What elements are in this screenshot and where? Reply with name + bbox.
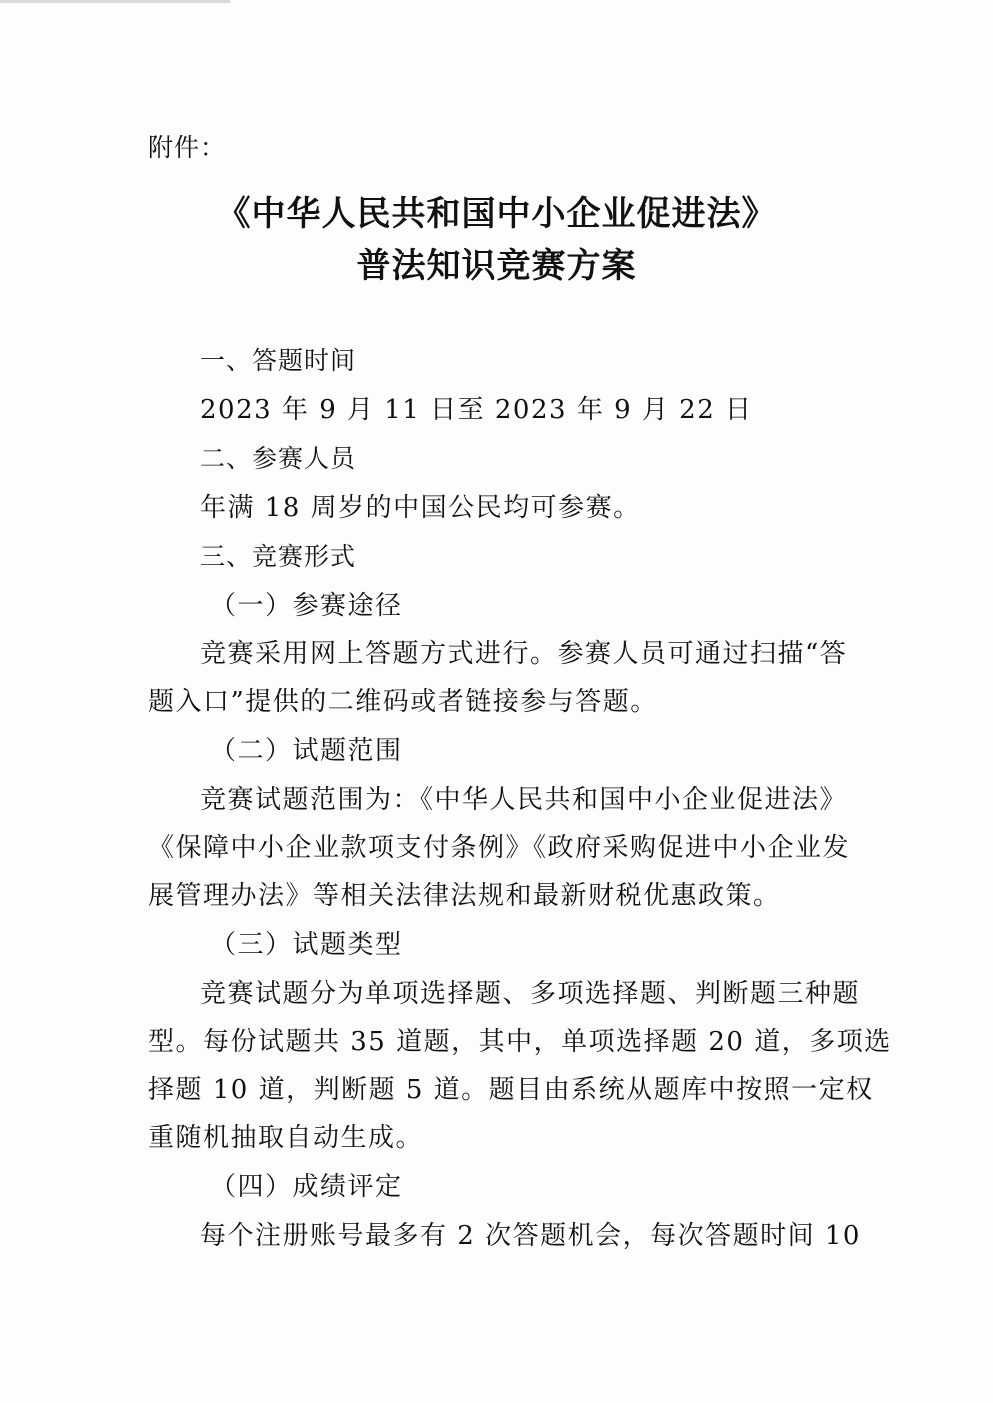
section-heading-time: 一、答题时间 [200,346,357,375]
paragraph-line: 展管理办法》等相关法律法规和最新财税优惠政策。 [148,881,781,911]
paragraph-line: 竞赛采用网上答题方式进行。参赛人员可通过扫描“答 [200,639,848,669]
document-title-line1: 《中华人民共和国中小企业促进法》 [216,194,777,234]
paragraph-line: 竞赛试题分为单项选择题、多项选择题、判断题三种题 [200,979,861,1009]
paragraph-line: 《保障中小企业款项支付条例》《政府采购促进中小企业发 [148,833,851,863]
subsection-heading-channel: （一）参赛途径 [210,591,403,621]
subsection-heading-scope: （二）试题范围 [210,736,403,766]
section-text-time: 2023 年 9 月 11 日至 2023 年 9 月 22 日 [200,395,753,425]
section-heading-format: 三、竞赛形式 [200,542,357,571]
section-text-participants: 年满 18 周岁的中国公民均可参赛。 [200,493,641,523]
section-heading-participants: 二、参赛人员 [200,444,357,473]
scan-edge-mark [0,0,230,3]
paragraph-line: 择题 10 道，判断题 5 道。题目由系统从题库中按照一定权 [148,1075,874,1105]
subsection-heading-types: （三）试题类型 [210,930,403,960]
subsection-heading-scoring: （四）成绩评定 [210,1172,403,1202]
paragraph-line: 题入口”提供的二维码或者链接参与答题。 [148,687,658,717]
paragraph-line: 竞赛试题范围为：《中华人民共和国中小企业促进法》 [200,785,848,815]
paragraph-line: 每个注册账号最多有 2 次答题机会，每次答题时间 10 [200,1221,861,1251]
paragraph-line: 型。每份试题共 35 道题，其中，单项选择题 20 道，多项选 [148,1027,892,1057]
attachment-label: 附件： [148,133,227,162]
paragraph-line: 重随机抽取自动生成。 [148,1123,424,1153]
document-title-line2: 普法知识竞赛方案 [356,246,637,286]
